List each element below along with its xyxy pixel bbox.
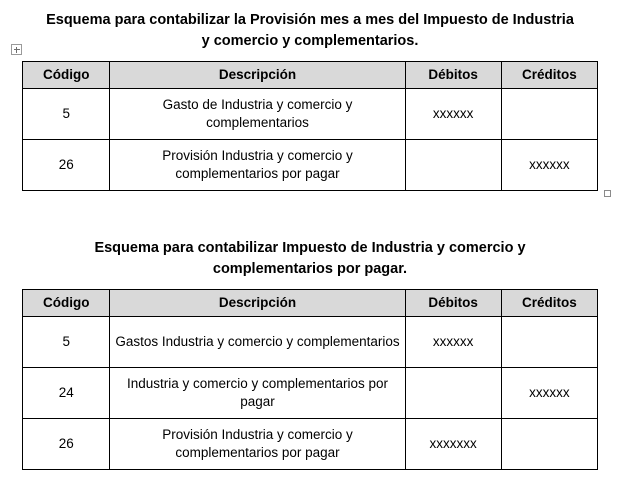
- cell-creditos: [501, 317, 597, 368]
- block-1-table-wrap: [0, 61, 620, 191]
- column-header-descripcion: Descripción: [110, 62, 405, 89]
- table-row: [23, 140, 598, 191]
- column-header-descripcion: Descripción: [110, 290, 405, 317]
- cell-descripcion: Provisión Industria y comercio y complementarios por pagar: [110, 140, 405, 191]
- table-header-row: [23, 290, 598, 317]
- cell-codigo: 24: [23, 368, 110, 419]
- cell-debitos: [405, 140, 501, 191]
- cell-codigo: 5: [23, 89, 110, 140]
- cell-codigo: 26: [23, 140, 110, 191]
- cell-debitos: xxxxxx: [405, 317, 501, 368]
- cell-descripcion: Provisión Industria y comercio y complementarios por pagar: [110, 419, 405, 470]
- accounting-table-1: [22, 61, 598, 191]
- cell-creditos: [501, 89, 597, 140]
- column-header-creditos: Créditos: [501, 290, 597, 317]
- cell-codigo: 5: [23, 317, 110, 368]
- schema-block-2: [0, 238, 620, 470]
- table-row: [23, 317, 598, 368]
- cell-debitos: xxxxxx: [405, 89, 501, 140]
- table-row: [23, 89, 598, 140]
- table-header-row: [23, 62, 598, 89]
- column-header-codigo: Código: [23, 62, 110, 89]
- column-header-codigo: Código: [23, 290, 110, 317]
- accounting-table-2: [22, 289, 598, 470]
- cell-creditos: [501, 419, 597, 470]
- column-header-debitos: Débitos: [405, 290, 501, 317]
- table-row: [23, 368, 598, 419]
- cell-debitos: [405, 368, 501, 419]
- column-header-debitos: Débitos: [405, 62, 501, 89]
- table-row: [23, 419, 598, 470]
- cell-descripcion: Gasto de Industria y comercio y complementarios: [110, 89, 405, 140]
- column-header-creditos: Créditos: [501, 62, 597, 89]
- schema-block-1: [0, 10, 620, 191]
- cell-descripcion: Gastos Industria y comercio y complementarios: [110, 317, 405, 368]
- cell-descripcion: Industria y comercio y complementarios por pagar: [110, 368, 405, 419]
- cell-debitos: xxxxxxx: [405, 419, 501, 470]
- cell-codigo: 26: [23, 419, 110, 470]
- cell-creditos: xxxxxx: [501, 140, 597, 191]
- block-2-table-wrap: [0, 289, 620, 470]
- block-2-title: Esquema para contabilizar Impuesto de Industria y comercio y complementarios por pagar.: [94, 240, 526, 278]
- table-resize-handle-icon[interactable]: [604, 190, 611, 197]
- block-1-title: Esquema para contabilizar la Provisión mes a mes del Impuesto de Industria y comercio y complementarios.: [46, 12, 574, 50]
- cell-creditos: xxxxxx: [501, 368, 597, 419]
